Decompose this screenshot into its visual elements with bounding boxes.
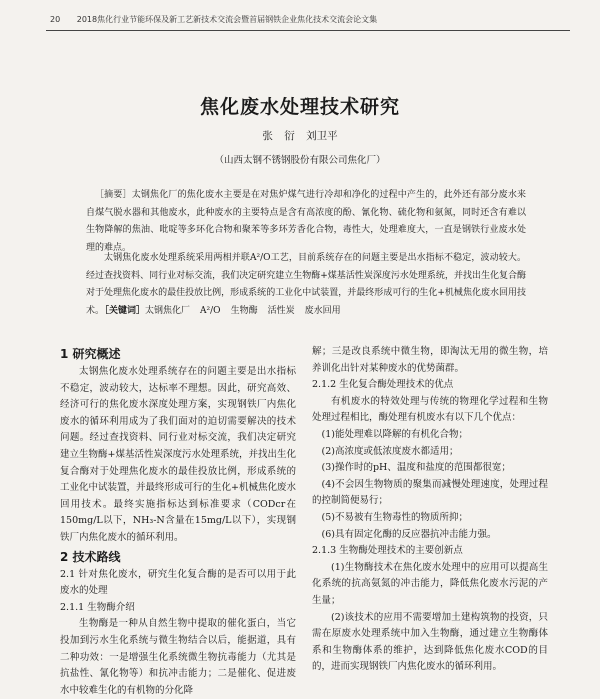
subsection-heading: 2.1.2 生化复合酶处理技术的优点 xyxy=(312,379,454,391)
keyword: 废水回用 xyxy=(304,306,341,316)
body-paragraph: 有机废水的特效处理与传统的物理化学过程和生物处理过程相比，酶处理有机废水有以下几个优点： xyxy=(312,395,548,424)
keyword: A²/O xyxy=(200,306,221,316)
subsection-heading: 2.1.3 生物酶处理技术的主要创新点 xyxy=(312,545,463,557)
abstract-paragraph: ［摘要］太钢焦化厂的焦化废水主要是在对焦炉煤气进行冷却和净化的过程中产生的，此外还有部分废水来自煤气脱水器和其他废水，此种废水的主要特点是含有高浓度的酚、氰化物、硫化物和氨氮，同时还含有难以生物降解的焦油、吡啶等多环化合物和聚苯等多环芳香化合物，毒性大，处理难度大，一直是钢铁行业废水处理的难点。 xyxy=(86,190,526,253)
list-item: (5)不易被有生物毒性的物质所抑； xyxy=(321,511,468,523)
subsection-heading: 2.1.1 生物酶介绍 xyxy=(60,601,135,613)
keyword: 活性炭 xyxy=(267,306,295,316)
body-paragraph: (1)生物酶技术在焦化废水处理中的应用可以提高生化系统的抗高氨氮的冲击能力，降低焦化废水污泥的产生量； xyxy=(312,561,548,606)
running-title: 2018焦化行业节能环保及新工艺新技术交流会暨首届钢铁企业焦化技术交流会论文集 xyxy=(76,15,378,24)
authors: 张 衍 刘卫平 xyxy=(262,130,338,142)
list-item: (6)具有固定化酶的反应器抗冲击能力强。 xyxy=(321,528,497,540)
abstract-paragraph-2: 太钢焦化废水处理系统采用两相并联A²/O工艺，目前系统存在的问题主要是出水指标不稳定，波动较大。经过查找资料、同行业对标交流，我们决定研究建立生物酶+煤基活性炭深度污水处理系统，并找出生化复合酶对于处理焦化废水的最佳投放比例，形成系统的工业化中试装置，并最终形成可行的生化+机械焦化废水回用技术。 xyxy=(86,253,526,316)
keywords xyxy=(100,303,341,316)
list-item: (1)能处理难以降解的有机化合物； xyxy=(321,428,468,440)
running-header xyxy=(50,14,570,25)
keywords-label: ［关键词］ xyxy=(100,306,146,316)
right-column xyxy=(312,344,548,676)
list-item: (3)操作时的pH、温度和盐度的范围都很宽； xyxy=(321,462,511,474)
left-column xyxy=(60,344,296,699)
header-rule xyxy=(46,30,570,31)
page-number: 20 xyxy=(50,15,61,24)
body-paragraph: 生物酶是一种从自然生物中提取的催化蛋白，当它投加到污水生化系统与微生物结合以后，能据道，具有二种功效：一是增强生化系统微生物抗毒能力（尤其是抗盐性、氰化物等）和抗冲击能力；二是催化、促进废水中较难生化的有机物的分化降 xyxy=(60,618,296,696)
subsection-heading: 2.1 针对焦化废水，研究生化复合酶的是否可以用于此废水的处理 xyxy=(60,568,296,597)
section-heading: 1 研究概述 xyxy=(60,347,121,361)
list-item: (2)高浓度或低浓度废水都适用； xyxy=(321,445,459,457)
section-heading: 2 技术路线 xyxy=(60,549,121,564)
affiliation: （山西太钢不锈钢股份有限公司焦化厂） xyxy=(214,155,386,166)
body-paragraph: 解；三是改良系统中微生物，即淘汰无用的微生物，培养训化出针对某种废水的优势菌群。 xyxy=(312,346,548,374)
article-title: 焦化废水处理技术研究 xyxy=(199,96,400,118)
body-paragraph: (2)该技术的应用不需要增加土建构筑物的投资，只需在原废水处理系统中加入生物酶，通过建立生物酶体系和生物酶体系的维护，达到降低焦化废水COD的目的，进而实现钢铁厂内焦化废水的循环利用。 xyxy=(312,611,548,673)
body-paragraph: 太钢焦化废水处理系统存在的问题主要是出水指标不稳定，波动较大，达标率不理想。因此，研究高效、经济可行的焦化废水深度处理方案，实现钢铁厂内焦化废水的循环利用成为了我们面对的迫切需要解决的技术问题。经过查找资料、同行业对标交流，我们决定研究建立生物酶+煤基活性炭深度污水处理系统，并找出生化复合酶对于处理焦化废水的最佳投放比例，形成系统的工业化中试装置，并最终形成可行的生化+机械焦化废水回用技术。最终实施指标达到标准要求（CODcr在150mg/L以下，NH₃-N含量在15mg/L以下），实现钢铁厂内焦化废水的循环利用。 xyxy=(60,366,296,543)
keyword: 太钢焦化厂 xyxy=(145,306,191,316)
keyword: 生物酶 xyxy=(230,306,258,316)
list-item: (4)不会因生物物质的聚集而减慢处理速度，处理过程的控制简便易行； xyxy=(312,478,548,507)
